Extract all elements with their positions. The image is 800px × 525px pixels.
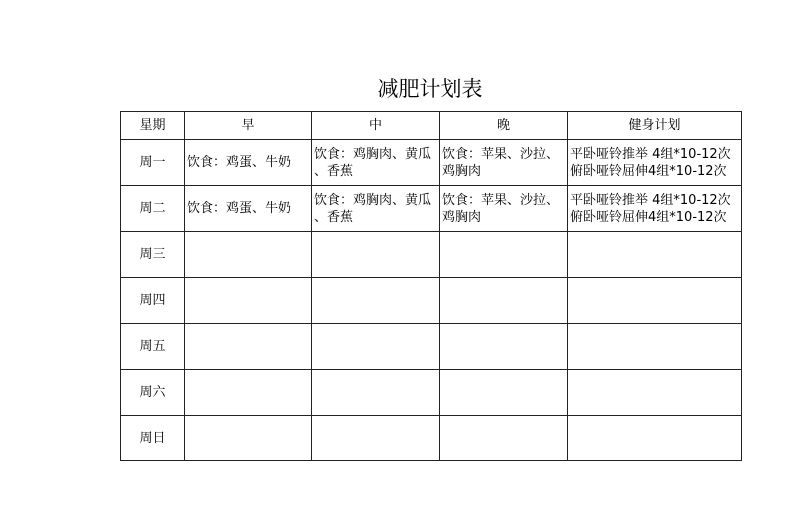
cell-line: 平卧哑铃推举 4组*10-12次	[570, 146, 731, 162]
header-fitness: 健身计划	[568, 112, 742, 140]
dinner-cell	[440, 232, 568, 278]
breakfast-cell	[185, 232, 312, 278]
lunch-cell	[312, 186, 440, 232]
breakfast-cell	[185, 324, 312, 370]
table-row	[121, 278, 742, 324]
cell-line: 饮食：鸡蛋、牛奶	[187, 155, 292, 170]
document-title: 减肥计划表	[377, 77, 483, 101]
weight-loss-plan-table	[120, 111, 742, 461]
cell-line: 平卧哑铃推举 4组*10-12次	[570, 192, 731, 208]
table-header-row	[121, 112, 742, 140]
fitness-cell	[568, 416, 742, 461]
fitness-cell	[568, 232, 742, 278]
cell-line: 饮食：鸡胸肉、黄瓜	[314, 146, 432, 162]
table-row	[121, 232, 742, 278]
header-breakfast: 早	[185, 112, 312, 140]
breakfast-cell	[185, 278, 312, 324]
table-row	[121, 140, 742, 186]
day-cell: 周四	[121, 278, 185, 324]
day-cell: 周六	[121, 370, 185, 416]
cell-line: 鸡胸肉	[442, 163, 482, 179]
dinner-cell	[440, 324, 568, 370]
breakfast-cell	[185, 416, 312, 461]
cell-line: 俯卧哑铃屈伸4组*10-12次	[570, 163, 727, 179]
lunch-cell	[312, 140, 440, 186]
fitness-cell	[568, 186, 742, 232]
cell-line: 、香蕉	[314, 209, 354, 225]
dinner-cell	[440, 416, 568, 461]
dinner-cell	[440, 370, 568, 416]
cell-line: 饮食：苹果、沙拉、	[442, 146, 560, 162]
day-cell: 周二	[121, 186, 185, 232]
fitness-cell	[568, 278, 742, 324]
cell-line: 饮食：鸡蛋、牛奶	[187, 201, 292, 216]
day-cell: 周日	[121, 416, 185, 461]
breakfast-cell	[185, 140, 312, 186]
cell-line: 俯卧哑铃屈伸4组*10-12次	[570, 209, 727, 225]
day-cell: 周五	[121, 324, 185, 370]
dinner-cell	[440, 140, 568, 186]
breakfast-cell	[185, 186, 312, 232]
breakfast-cell	[185, 370, 312, 416]
lunch-cell	[312, 370, 440, 416]
fitness-cell	[568, 370, 742, 416]
lunch-cell	[312, 232, 440, 278]
table-row	[121, 324, 742, 370]
cell-line: 饮食：鸡胸肉、黄瓜	[314, 192, 432, 208]
cell-line: 饮食：苹果、沙拉、	[442, 192, 560, 208]
cell-line: 、香蕉	[314, 163, 354, 179]
table-row	[121, 186, 742, 232]
header-dinner: 晚	[440, 112, 568, 140]
lunch-cell	[312, 324, 440, 370]
table-row	[121, 416, 742, 461]
fitness-cell	[568, 324, 742, 370]
header-lunch: 中	[312, 112, 440, 140]
fitness-cell	[568, 140, 742, 186]
lunch-cell	[312, 278, 440, 324]
lunch-cell	[312, 416, 440, 461]
day-cell: 周一	[121, 140, 185, 186]
dinner-cell	[440, 186, 568, 232]
day-cell: 周三	[121, 232, 185, 278]
table-row	[121, 370, 742, 416]
cell-line: 鸡胸肉	[442, 209, 482, 225]
header-day: 星期	[121, 112, 185, 140]
dinner-cell	[440, 278, 568, 324]
